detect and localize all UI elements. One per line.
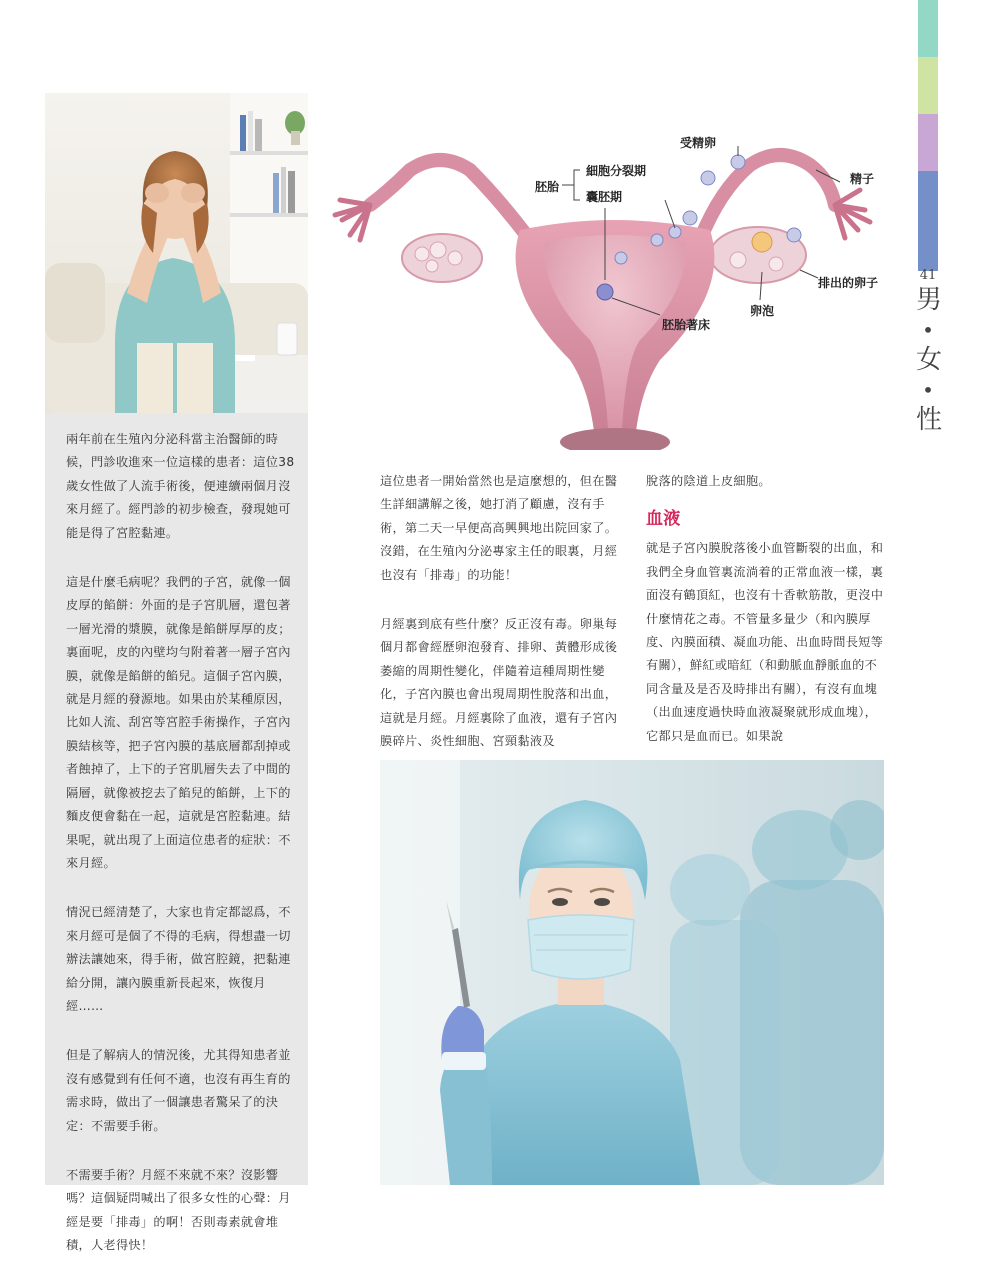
label-follicle: 卵泡 — [750, 304, 775, 318]
left-paragraph-2: 這是什麼毛病呢？我們的子宮，就像一個皮厚的餡餅：外面的是子宮肌層，還包著一層光滑的漿膜，就像是餡餅厚厚的皮；裏面呢，皮的內壁均勻附着著一層子宮內膜，就像是餡餅的餡兒。這個子宮內膜，就是月經的發源地。如果由於某種原因，比如人流、刮宮等宮腔手術操作，子宮內膜結核等，把子宮內膜的基底層都刮掉或者蝕掉了，上下的子宮肌層失去了中間的隔層，就像被挖去了餡兒的餡餅，上下的麵皮便會黏在一起，這就是宮腔黏連。結果呢，就出現了上面這位患者的症狀：不來月經。 — [66, 575, 291, 870]
section-tab-green — [918, 57, 938, 114]
section-title-char-2: 女 — [916, 345, 943, 375]
middle-paragraph-2: 月經裏到底有些什麼？反正沒有毒。卵巢每個月都會經歷卵泡發育、排卵、黃體形成後萎縮的周期性變化，伴隨着這種周期性變化，子宮內膜也會出現周期性脫落和出血，這就是月經。月經裏除了血液，還有子宮內膜碎片、炎性細胞、宮頸黏液及 — [380, 617, 618, 749]
uterus-diagram — [330, 130, 900, 450]
photo-surgeon — [380, 760, 884, 1185]
right-paragraph: 就是子宮內膜脫落後小血管斷裂的出血，和我們全身血管裏流淌着的正常血液一樣，裏面沒有鶴頂紅，也沒有十香軟筋散，更沒中什麼情花之毒。不管量多量少（和內膜厚度、內膜面積、凝血功能、出血時間長短等有關），鮮紅或暗紅（和動脈血靜脈血的不同含量及是否及時排出有關），有沒有血塊（出血速度過快時血液凝聚就形成血塊），它都只是血而已。如果說 — [646, 541, 884, 743]
middle-paragraph-1: 這位患者一開始當然也是這麼想的，但在醫生詳細講解之後，她打消了顧慮，沒有手術，第二天一早便高高興興地出院回家了。沒錯，在生殖內分泌專家主任的眼裏，月經也沒有「排毒」的功能！ — [380, 474, 618, 582]
right-intro: 脫落的陰道上皮細胞。 — [646, 474, 771, 488]
section-tab-blue — [918, 171, 938, 271]
left-paragraph-1: 兩年前在生殖內分泌科當主治醫師的時候，門診收進來一位這樣的患者：這位38歲女性做了人流手術後，便連續兩個月沒來月經了。經門診的初步檢查，發現她可能是得了宮腔黏連。 — [66, 432, 295, 540]
label-cleavage: 細胞分裂期 — [586, 164, 647, 178]
page-number: 41 — [919, 268, 937, 283]
label-implantation: 胚胎著床 — [662, 318, 711, 332]
left-column-text — [66, 428, 296, 1284]
label-blastocyst: 囊胚期 — [586, 190, 623, 204]
section-title — [916, 268, 943, 435]
section-heading-blood: 血液 — [646, 509, 681, 530]
left-paragraph-4: 但是了解病人的情況後，尤其得知患者並沒有感覺到有任何不適，也沒有再生育的需求時，做出了一個讓患者驚呆了的決定：不需要手術。 — [66, 1048, 291, 1133]
label-released-egg: 排出的卵子 — [818, 276, 879, 290]
photo-stressed-woman — [45, 93, 308, 413]
label-embryo: 胚胎 — [535, 180, 560, 194]
right-column-text — [646, 470, 888, 774]
left-paragraph-5: 不需要手術？月經不來就不來？沒影響嗎？這個疑問喊出了很多女性的心聲：月經是要「排毒」的啊！否則毒素就會堆積，人老得快！ — [66, 1167, 291, 1253]
middle-column-text — [380, 470, 620, 779]
section-tab-purple — [918, 114, 938, 171]
separator-dot: • — [922, 318, 934, 342]
label-fertilized-egg: 受精卵 — [680, 136, 717, 150]
section-tab-teal — [918, 0, 938, 57]
section-title-char-1: 男 — [916, 285, 943, 315]
separator-dot: • — [922, 378, 934, 402]
left-paragraph-3: 情況已經清楚了，大家也肯定都認爲，不來月經可是個了不得的毛病，得想盡一切辦法讓她來，得手術，做宮腔鏡，把黏連給分開，讓內膜重新長起來，恢復月經…… — [66, 905, 291, 1013]
section-title-char-3: 性 — [916, 405, 943, 435]
label-sperm: 精子 — [850, 172, 875, 186]
